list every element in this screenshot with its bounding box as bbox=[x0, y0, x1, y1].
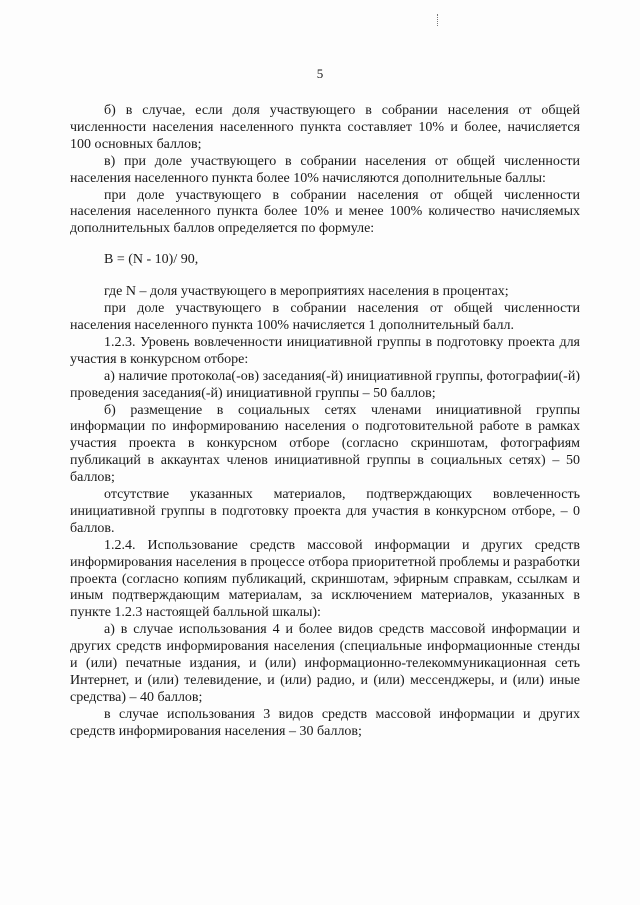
paragraph-formula-intro: при доле участвующего в собрании населения от общей численности населения населенного пункта более 10% и менее 100% количество начисляемых дополнительных баллов определяется по формуле: bbox=[70, 187, 580, 237]
paragraph-media-3: в случае использования 3 видов средств массовой информации и других средств информирования населения – 30 баллов; bbox=[70, 706, 580, 739]
paragraph-share-100: при доле участвующего в собрании населения от общей численности населения населенного пункта 100% начисляется 1 дополнительный балл. bbox=[70, 301, 580, 333]
page-number: 5 bbox=[316, 66, 324, 81]
paragraph-b-share-10: б) в случае, если доля участвующего в собрании населения от общей численности населения населенного пункта составляет 10% и более, начисляется 100 основных баллов; bbox=[70, 103, 580, 152]
paragraph-v-additional: в) при доле участвующего в собрании населения от общей численности населения населенного пункта более 10% начисляются дополнительные баллы: bbox=[70, 153, 580, 186]
paragraph-a-protocol: а) наличие протокола(-ов) заседания(-й) инициативной группы, фотографии(-й) проведения заседания(-й) инициативной группы – 50 баллов; bbox=[70, 368, 580, 401]
section-1-2-3-heading: 1.2.3. Уровень вовлеченности инициативной группы в подготовку проекта для участия в конкурсном отборе: bbox=[70, 334, 580, 367]
paragraph-a-media-4: а) в случае использования 4 и более видов средств массовой информации и других средств информирования населения (специальные информационные стенды и (или) печатные издания, и (или) информационно-телекоммуникационная сеть Интернет, и (или) телевидение, и (или) радио, и (или) мессенджеры, и (или) иные средства) – 40 баллов; bbox=[70, 622, 580, 705]
formula: B = (N - 10)/ 90, bbox=[104, 252, 199, 268]
section-1-2-4-heading: 1.2.4. Использование средств массовой информации и других средств информирования населения в процессе отбора приоритетной проблемы и разработки проекта (согласно копиям публикаций, скриншотам, эфирным справкам, ссылкам и иным подтверждающим материалам, за исключением материалов, указанных в пункте 1.2.3 настоящей балльной шкалы): bbox=[70, 537, 580, 621]
scan-mark bbox=[437, 14, 440, 26]
paragraph-b-social-networks: б) размещение в социальных сетях членами инициативной группы информации по информированию населения о подготовительной работе в рамках участия проекта в конкурсном отборе (согласно скриншотам, фотографиям публикаций в аккаунтах членов инициативной группы в социальных сетях) – 50 баллов; bbox=[70, 402, 580, 486]
paragraph-formula-legend: где N – доля участвующего в мероприятиях населения в процентах; bbox=[104, 284, 509, 300]
paragraph-absence-materials: отсутствие указанных материалов, подтверждающих вовлеченность инициативной группы в подготовку проекта для участия в конкурсном отборе, – 0 баллов. bbox=[70, 487, 580, 536]
document-body bbox=[70, 103, 580, 741]
